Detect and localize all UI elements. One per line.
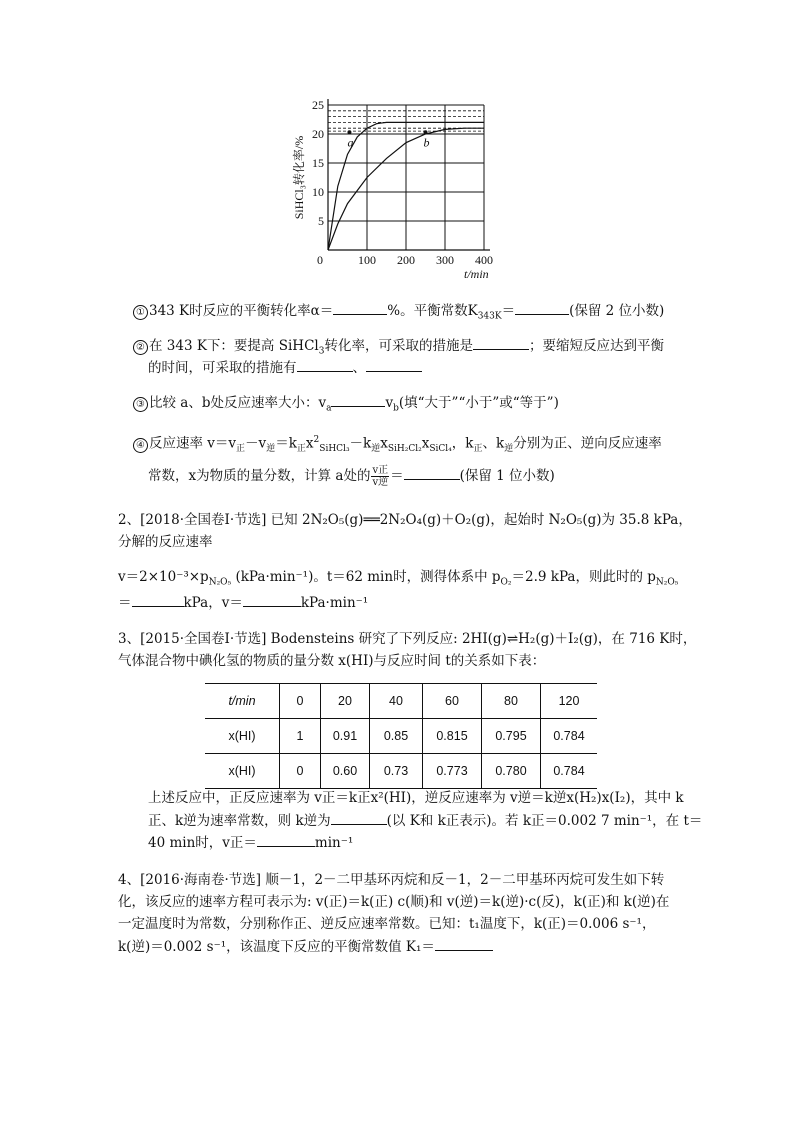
q3-line1: 3、[2015·全国卷Ⅰ·节选] Bodensteins 研究了下列反应: 2HI(g)⇌H₂(g)＋I₂(g)，在 716 K时， xyxy=(118,631,697,647)
answer-blank[interactable] xyxy=(473,335,529,350)
q4-line3: 一定温度时为常数，分别称作正、逆反应速率常数。已知：t₁温度下，k(正)＝0.006 s⁻¹， xyxy=(118,916,656,932)
q1-sub2-line2: 的时间，可采取的措施有 、 xyxy=(148,357,422,378)
hi-table xyxy=(205,683,597,789)
y-tick-label: 10 xyxy=(312,185,324,199)
answer-blank[interactable] xyxy=(366,357,422,372)
answer-blank[interactable] xyxy=(331,810,387,825)
x-tick-label: 300 xyxy=(436,253,454,267)
x-tick-label: 400 xyxy=(475,253,493,267)
answer-blank[interactable] xyxy=(297,357,353,372)
table-row: x(HI) 0 0.60 0.73 0.773 0.780 0.784 xyxy=(205,754,597,789)
y-tick-label: 5 xyxy=(318,214,324,228)
q3-line2: 气体混合物中碘化氢的物质的量分数 x(HI)与反应时间 t的关系如下表： xyxy=(118,653,546,669)
conversion-chart xyxy=(285,95,510,285)
q3-after2: 正、k逆为速率常数，则 k逆为 (以 K和 k正表示)。若 k正＝0.002 7 min⁻¹，在 t＝ xyxy=(148,810,702,831)
q4-line2: 化，该反应的速率方程可表示为: v(正)＝k(正) c(顺)和 v(逆)＝k(逆)·c(反)，k(正)和 k(逆)在 xyxy=(118,894,670,910)
q1-sub4-line2: 常数，x为物质的量分数，计算 a处的 $\frac{\text{v正}}{\text{v逆}}$ ＝ (保留 1 位小数) xyxy=(148,465,555,488)
mark-1: ① xyxy=(133,305,148,320)
answer-blank[interactable] xyxy=(243,592,301,607)
table-header-row: t/min 0 20 40 60 80 120 xyxy=(205,684,597,719)
q1-sub3: ③ 比较 a、b处反应速率大小：$v_a$ $v_b$(填“大于”“小于”或“等于”) xyxy=(133,392,559,419)
answer-blank[interactable] xyxy=(435,936,493,951)
point-b-label: b xyxy=(423,135,430,150)
x-tick-label: 200 xyxy=(397,253,415,267)
answer-blank[interactable] xyxy=(132,592,184,607)
q1-sub1: ① 343 K时反应的平衡转化率α＝ %。平衡常数$K_{343K}=$ (保留 2 位小数) xyxy=(133,300,664,327)
q1-sub4: ④ 反应速率 $v=v_正-v_逆=k_正x^2_{SiHCl_3}-k_逆x_{SiH_2Cl_2}x_{SiCl_4}$，$k_正$、$k_逆$分别为正、逆向反应速率 xyxy=(133,430,662,459)
q4-line1: 4、[2016·海南卷·节选] 顺－1，2－二甲基环丙烷和反－1，2－二甲基环丙烷可发生如下转 xyxy=(118,872,665,888)
q2-line2: 分解的反应速率 xyxy=(118,534,213,550)
y-tick-label: 15 xyxy=(312,156,324,170)
y-tick-label: 25 xyxy=(312,98,324,112)
q2-line4: ＝ kPa，v＝ kPa·min⁻¹ xyxy=(118,592,368,613)
answer-blank[interactable] xyxy=(257,832,315,847)
x-axis-label: t/min xyxy=(464,267,489,281)
answer-blank[interactable] xyxy=(333,300,387,315)
answer-blank[interactable] xyxy=(404,465,460,480)
y-axis-label: SiHCl₃转化率/% xyxy=(292,135,306,220)
point-a-label: a xyxy=(347,135,354,150)
y-tick-label: 20 xyxy=(312,127,324,141)
mark-2: ② xyxy=(133,340,148,355)
point-a xyxy=(347,130,351,134)
velocity-ratio: $\frac{\text{v正}}{\text{v逆}}$ xyxy=(372,465,389,488)
q1-sub2: ② 在 343 K下：要提高 SiHCl$_3$转化率，可采取的措施是 ；要缩短反应达到平衡 xyxy=(133,335,664,362)
x-tick-label: 100 xyxy=(358,253,376,267)
x-tick-label: 0 xyxy=(317,253,323,267)
q2-line3: $v=2\times 10^{-3}\times p_{N_2O_5}$ (kPa·min⁻¹)。t＝62 min时，测得体系中 $p_{O_2}=2.9$ kPa，则此时的 $p_{N_2O_5}$ xyxy=(118,569,679,588)
answer-blank[interactable] xyxy=(331,392,385,407)
q3-after1: 上述反应中，正反应速率为 v正＝k正x²(HI)，逆反应速率为 v逆＝k逆x(H₂)x(I₂)，其中 k xyxy=(148,790,684,806)
point-b xyxy=(424,130,428,134)
q3-after3: 40 min时，v正＝ min⁻¹ xyxy=(148,832,353,853)
answer-blank[interactable] xyxy=(515,300,569,315)
q4-line4: k(逆)＝0.002 s⁻¹，该温度下反应的平衡常数值 K₁＝ xyxy=(118,936,493,957)
mark-4: ④ xyxy=(133,438,148,453)
mark-3: ③ xyxy=(133,397,148,412)
table-row: x(HI) 1 0.91 0.85 0.815 0.795 0.784 xyxy=(205,719,597,754)
q2-line1: 2、[2018·全国卷Ⅰ·节选] 已知 2N₂O₅(g)══2N₂O₄(g)＋O₂(g)，起始时 N₂O₅(g)为 35.8 kPa， xyxy=(118,512,692,528)
